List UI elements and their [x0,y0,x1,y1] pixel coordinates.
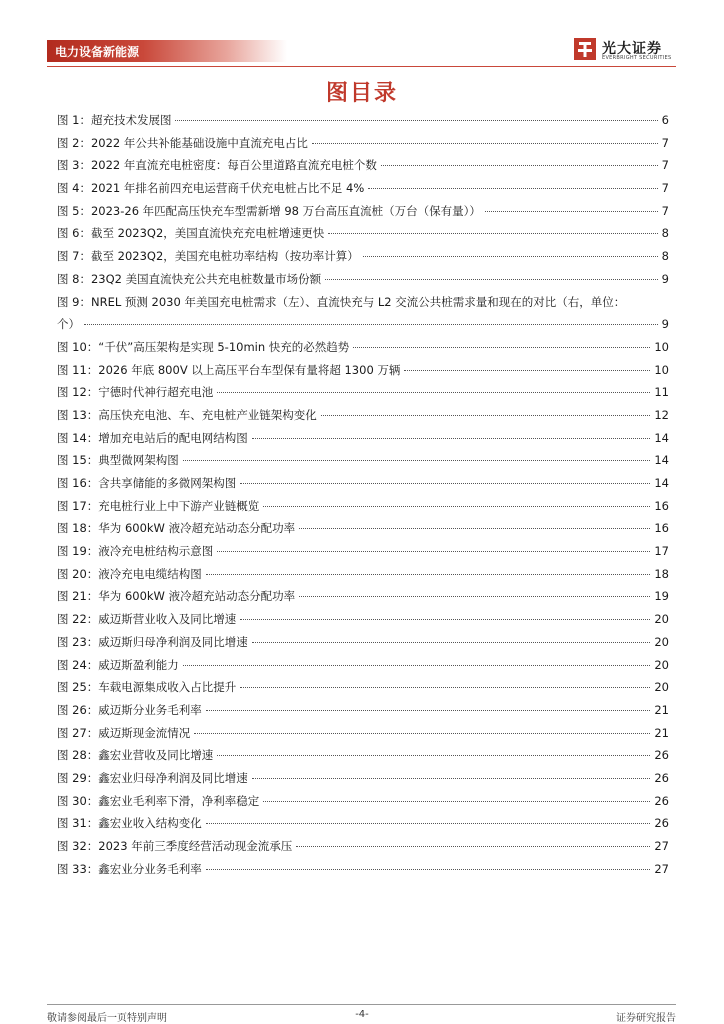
section-banner [47,40,287,62]
toc-leader-dots [296,846,650,847]
section-label: 电力设备新能源 [55,45,140,59]
toc-entry-label: 图 17：充电桩行业上中下游产业链概览 [57,498,260,513]
toc-entry-page: 8 [661,249,669,264]
toc-entry-page: 8 [661,226,669,241]
toc-leader-dots [252,438,651,439]
toc-entry[interactable] [57,744,669,767]
toc-leader-dots [84,324,658,325]
toc-entry[interactable] [57,472,669,495]
toc-leader-dots [368,188,657,189]
toc-entry-label: 图 21：华为 600kW 液冷超充站动态分配功率 [57,589,296,604]
toc-entry-label: 图 16：含共享储能的多微网架构图 [57,476,237,490]
toc-entry-label: 图 33：鑫宏业分业务毛利率 [57,861,202,876]
toc-leader-dots [194,733,650,734]
toc-leader-dots [485,211,658,212]
toc-entry-label: 图 28：鑫宏业营收及同比增速 [57,748,214,763]
toc-entry-label: 图 13：高压快充电池、车、充电桩产业链架构变化 [57,407,317,422]
toc-entry-label: 图 10：“千伏”高压架构是实现 5-10min 快充的必然趋势 [57,339,350,354]
toc-entry[interactable] [57,381,669,404]
logo-name: 光大证券 [602,41,662,57]
footer-report-type: 证券研究报告 [616,1013,676,1024]
toc-leader-dots [217,755,650,756]
toc-entry-label: 图 15：典型微网架构图 [57,453,179,468]
toc-entry-label: 图 18：华为 600kW 液冷超充站动态分配功率 [57,521,296,536]
toc-leader-dots [404,370,650,371]
toc-leader-dots [325,279,658,280]
toc-entry-label: 图 12：宁德时代神行超充电池 [57,385,214,400]
toc-entry-label: 图 29：鑫宏业归母净利润及同比增速 [57,770,248,785]
toc-entry-label: 图 8：23Q2 美国直流快充公共充电桩数量市场份额 [57,271,322,286]
toc-entry-page: 7 [661,158,669,173]
toc-leader-dots [240,483,650,484]
toc-leader-dots [206,823,651,824]
toc-leader-dots [312,143,658,144]
toc-entry[interactable] [57,132,669,155]
toc-entry[interactable] [57,654,669,677]
footer-disclaimer: 敬请参阅最后一页特别声明 [47,1013,167,1024]
toc-entry-page: 20 [654,657,669,672]
toc-entry[interactable] [57,858,669,881]
toc-entry[interactable] [57,835,669,858]
toc-entry[interactable] [57,359,669,382]
toc-leader-dots [175,120,657,121]
toc-entry[interactable] [57,404,669,427]
toc-leader-dots [206,869,651,870]
toc-entry-page: 26 [654,816,669,831]
toc-leader-dots [328,233,657,234]
toc-entry[interactable] [57,336,669,359]
toc-entry-page: 6 [661,113,669,127]
logo-subtitle: EVERBRIGHT SECURITIES [602,55,672,61]
toc-entry-page: 21 [654,702,669,717]
toc-entry-page: 7 [661,203,669,218]
toc-entry-page: 18 [654,566,669,581]
toc-entry-label: 图 11：2026 年底 800V 以上高压平台车型保有量将超 1300 万辆 [57,362,401,377]
toc-entry-label: 图 30：鑫宏业毛利率下滑，净利率稳定 [57,793,260,808]
toc-entry-page: 7 [661,181,669,196]
toc-entry[interactable] [57,177,669,200]
toc-leader-dots [363,256,658,257]
toc-entry[interactable] [57,631,669,654]
toc-entry-page: 10 [654,362,669,377]
logo-mark-icon [572,36,598,62]
toc-entry-label: 图 3：2022 年直流充电桩密度：每百公里道路直流充电桩个数 [57,158,377,173]
toc-entry[interactable] [57,790,669,813]
toc-leader-dots [206,574,651,575]
toc-leader-dots [299,596,650,597]
toc-entry-label: 图 4：2021 年排名前四充电运营商千伏充电桩占比不足 4% [57,181,365,196]
toc-entry-page: 7 [661,135,669,150]
toc-entry-label: 图 32：2023 年前三季度经营活动现金流承压 [57,839,293,853]
toc-entry-label: 图 5：2023-26 年匹配高压快充车型需新增 98 万台高压直流桩（万台（保有量）） [57,203,481,218]
toc-entry[interactable] [57,676,669,699]
toc-entry-page: 14 [654,453,669,468]
toc-leader-dots [240,687,650,688]
toc-entry-page: 14 [654,476,669,490]
toc-entry[interactable] [57,812,669,835]
toc-entry[interactable] [57,200,669,223]
toc-entry-label: 图 25：车载电源集成收入占比提升 [57,680,237,695]
toc-entry-label: 图 20：液冷充电电缆结构图 [57,566,202,581]
toc-entry[interactable] [57,427,669,450]
toc-entry-page: 14 [654,430,669,445]
toc-entry-page: 20 [654,680,669,695]
toc-entry[interactable] [57,495,669,518]
toc-entry[interactable] [57,563,669,586]
toc-leader-dots [183,665,651,666]
toc-entry[interactable] [57,540,669,563]
toc-entry-page: 11 [654,385,669,400]
toc-entry[interactable] [57,767,669,790]
toc-entry-label: 图 7：截至 2023Q2，美国充电桩功率结构（按功率计算） [57,249,359,264]
toc-entry-page: 16 [654,498,669,513]
toc-leader-dots [252,778,651,779]
toc-entry-label: 图 26：威迈斯分业务毛利率 [57,702,202,717]
toc-entry-label: 图 9：NREL 预测 2030 年美国充电桩需求（左）、直流快充与 L2 交流公共桩需求量和现在的对比（右，单位： [57,294,626,309]
toc-entry-page: 26 [654,748,669,763]
toc-entry-label: 图 1：超充技术发展图 [57,113,172,127]
toc-entry-wrapped[interactable] [57,291,669,314]
toc-leader-dots [353,347,650,348]
toc-entry-page: 27 [654,839,669,853]
toc-entry[interactable] [57,268,669,291]
toc-entry-label: 图 31：鑫宏业收入结构变化 [57,816,202,831]
toc-leader-dots [183,460,651,461]
toc-entry-label: 图 6：截至 2023Q2，美国直流快充充电桩增速更快 [57,226,325,241]
toc-entry-label: 图 24：威迈斯盈利能力 [57,657,179,672]
toc-entry-label: 图 23：威迈斯归母净利润及同比增速 [57,634,248,649]
toc-entry[interactable] [57,449,669,472]
page-title: 图目录 [325,81,398,106]
toc-entry-label: 图 14：增加充电站后的配电网结构图 [57,430,248,445]
toc-entry[interactable] [57,154,669,177]
toc-entry-label: 图 2：2022 年公共补能基础设施中直流充电占比 [57,135,308,150]
toc-entry-page: 20 [654,612,669,627]
table-of-figures [57,109,669,880]
company-logo [572,36,676,64]
toc-leader-dots [263,801,650,802]
toc-entry-page: 19 [654,589,669,604]
toc-entry-page: 20 [654,634,669,649]
toc-entry[interactable] [57,222,669,245]
toc-entry[interactable] [57,313,669,336]
page-number: -4- [355,1009,369,1020]
toc-entry-page: 9 [661,271,669,286]
toc-entry-page: 26 [654,770,669,785]
header-divider [47,66,676,67]
toc-entry-page: 16 [654,521,669,536]
toc-entry[interactable] [57,517,669,540]
toc-entry[interactable] [57,109,669,132]
toc-leader-dots [381,165,658,166]
toc-entry[interactable] [57,245,669,268]
toc-leader-dots [299,528,650,529]
toc-leader-dots [240,619,650,620]
toc-entry-label: 图 19：液冷充电桩结构示意图 [57,544,214,559]
toc-leader-dots [206,710,651,711]
footer-divider [47,1004,676,1005]
toc-leader-dots [321,415,651,416]
toc-entry-page: 10 [654,339,669,354]
toc-entry[interactable] [57,699,669,722]
toc-leader-dots [252,642,651,643]
toc-entry-label: 图 27：威迈斯现金流情况 [57,725,191,740]
toc-entry-page: 26 [654,793,669,808]
toc-entry[interactable] [57,722,669,745]
toc-leader-dots [217,551,650,552]
toc-entry[interactable] [57,608,669,631]
toc-entry-page: 12 [654,407,669,422]
toc-leader-dots [217,392,650,393]
toc-entry-label: 个） [57,317,80,332]
toc-entry[interactable] [57,585,669,608]
toc-entry-label: 图 22：威迈斯营业收入及同比增速 [57,612,237,627]
toc-leader-dots [263,506,650,507]
toc-entry-page: 27 [654,861,669,876]
toc-entry-page: 9 [661,317,669,332]
toc-entry-page: 17 [654,544,669,559]
toc-entry-page: 21 [654,725,669,740]
